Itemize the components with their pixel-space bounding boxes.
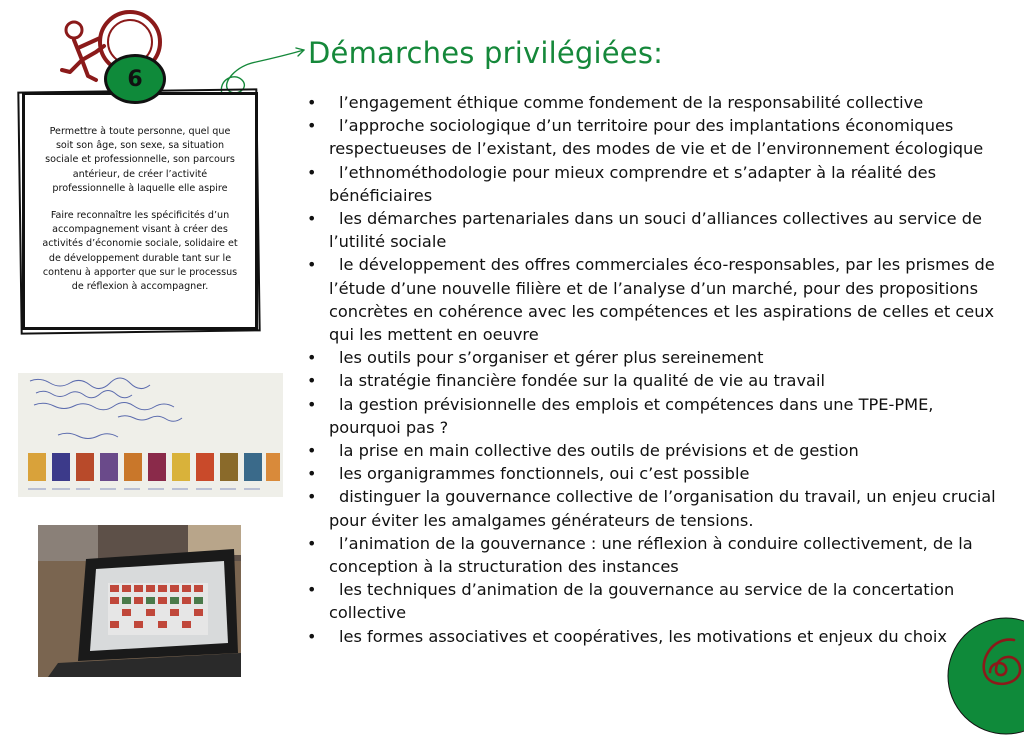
list-item-text: distinguer la gouvernance collective de l’organisation du travail, un enjeu crucial pour éviter les amalgames générateurs de tensions. (329, 487, 996, 530)
list-item-text: l’engagement éthique comme fondement de la responsabilité collective (339, 93, 924, 112)
list-item (302, 253, 1010, 346)
quote-paragraph: Permettre à toute personne, quel que soit son âge, son sexe, sa situation sociale et professionnelle, son parcours antérieur, de créer l’activité professionnelle à laquelle elle aspire (45, 126, 235, 194)
list-item (302, 625, 1010, 648)
list-item (302, 393, 1010, 439)
list-item (302, 207, 1010, 253)
number-badge: 6 (104, 54, 166, 104)
list-item-text: les techniques d’animation de la gouvernance au service de la concertation collective (329, 580, 955, 623)
whiteboard-photo (18, 373, 283, 497)
list-item (302, 369, 1010, 392)
mission-quote-box (22, 92, 258, 330)
list-item (302, 114, 1010, 160)
laptop-screen-photo (38, 525, 241, 677)
list-item (302, 346, 1010, 369)
page-title: Démarches privilégiées: (308, 36, 664, 70)
list-item (302, 578, 1010, 624)
list-item-text: les démarches partenariales dans un souci d’alliances collectives au service de l’utilité sociale (329, 209, 982, 252)
list-item-text: les organigrammes fonctionnels, oui c’est possible (339, 464, 750, 484)
list-item-text: l’approche sociologique d’un territoire pour des implantations économiques respectueuses de l’existant, des modes de vie et de l’environnement écologique (329, 116, 984, 159)
list-item-text: les formes associatives et coopératives, les motivations et enjeux du choix (339, 626, 947, 646)
list-item (302, 161, 1010, 207)
list-item-text: la stratégie financière fondée sur la qualité de vie au travail (339, 371, 825, 391)
list-item-text: le développement des offres commerciales éco-responsables, par les prismes de l’étude d’une nouvelle filière et de l’analyse d’un marché, pour des propositions concrètes en cohérence avec les compétences et les aspirations de celles et ceux qui les mettent en oeuvre (329, 255, 995, 345)
list-item (302, 439, 1010, 462)
quote-paragraph: Faire reconnaître les spécificités d’un accompagnement visant à créer des activités d’économie sociale, solidaire et de développement durable tant sur le contenu à apporter que sur le processus de réflexion à accompagner. (42, 210, 238, 293)
list-item (302, 485, 1010, 531)
list-item (302, 462, 1010, 485)
list-item-text: l’ethnométhodologie pour mieux comprendre et s’adapter à la réalité des bénéficiaires (329, 162, 937, 205)
list-item-text: la gestion prévisionnelle des emplois et compétences dans une TPE-PME, pourquoi pas ? (329, 394, 934, 437)
list-item-text: l’animation de la gouvernance : une réflexion à conduire collectivement, de la conception à la structuration des instances (329, 533, 973, 577)
list-item-text: la prise en main collective des outils de prévisions et de gestion (339, 441, 859, 461)
green-circle-spiral-icon (944, 606, 1024, 736)
list-item (302, 91, 1010, 114)
approaches-list (302, 91, 1010, 648)
list-item (302, 532, 1010, 578)
list-item-text: les outils pour s’organiser et gérer plus sereinement (339, 348, 764, 368)
